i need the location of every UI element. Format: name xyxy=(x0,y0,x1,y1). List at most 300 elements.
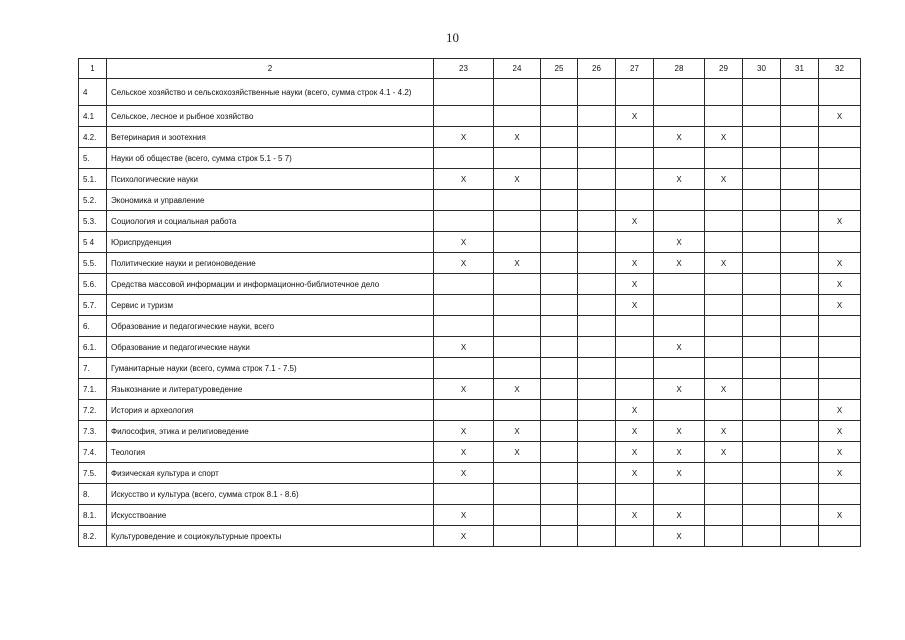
row-name: Искусство и культура (всего, сумма строк 8.1 - 8.6) xyxy=(107,484,434,505)
mark-cell-29: X xyxy=(705,127,743,148)
mark-cell-26 xyxy=(578,106,616,127)
mark-cell-23: X xyxy=(434,232,494,253)
mark-cell-31 xyxy=(781,526,819,547)
mark-cell-30 xyxy=(743,463,781,484)
mark-cell-25 xyxy=(541,79,578,106)
page-number: 10 xyxy=(446,30,459,45)
mark-cell-31 xyxy=(781,232,819,253)
mark-cell-28: X xyxy=(654,379,705,400)
mark-cell-24 xyxy=(494,484,541,505)
row-name: Сервис и туризм xyxy=(107,295,434,316)
mark-cell-26 xyxy=(578,169,616,190)
mark-cell-23: X xyxy=(434,379,494,400)
mark-cell-29 xyxy=(705,358,743,379)
table-row xyxy=(79,463,861,484)
mark-cell-25 xyxy=(541,169,578,190)
mark-cell-31 xyxy=(781,169,819,190)
mark-cell-32: X xyxy=(819,211,861,232)
mark-cell-24 xyxy=(494,400,541,421)
mark-cell-25 xyxy=(541,400,578,421)
mark-cell-24 xyxy=(494,79,541,106)
mark-cell-30 xyxy=(743,253,781,274)
mark-cell-28 xyxy=(654,316,705,337)
mark-cell-26 xyxy=(578,295,616,316)
row-code: 7.4. xyxy=(79,442,107,463)
mark-cell-29: X xyxy=(705,442,743,463)
mark-cell-29 xyxy=(705,274,743,295)
mark-cell-27: X xyxy=(616,421,654,442)
mark-cell-30 xyxy=(743,106,781,127)
mark-cell-26 xyxy=(578,379,616,400)
row-code: 5.5. xyxy=(79,253,107,274)
mark-cell-30 xyxy=(743,526,781,547)
mark-cell-28: X xyxy=(654,421,705,442)
mark-cell-28 xyxy=(654,106,705,127)
mark-cell-28 xyxy=(654,358,705,379)
mark-cell-30 xyxy=(743,127,781,148)
mark-cell-26 xyxy=(578,526,616,547)
mark-cell-24 xyxy=(494,148,541,169)
mark-cell-28 xyxy=(654,295,705,316)
mark-cell-28: X xyxy=(654,253,705,274)
row-code: 7.2. xyxy=(79,400,107,421)
mark-cell-32 xyxy=(819,379,861,400)
mark-cell-23: X xyxy=(434,442,494,463)
mark-cell-23: X xyxy=(434,253,494,274)
mark-cell-29 xyxy=(705,211,743,232)
mark-cell-30 xyxy=(743,484,781,505)
mark-cell-30 xyxy=(743,337,781,358)
mark-cell-23 xyxy=(434,106,494,127)
mark-cell-32 xyxy=(819,79,861,106)
mark-cell-27 xyxy=(616,232,654,253)
row-name: Искусствоание xyxy=(107,505,434,526)
row-name: Физическая культура и спорт xyxy=(107,463,434,484)
mark-cell-23 xyxy=(434,400,494,421)
mark-cell-23: X xyxy=(434,526,494,547)
mark-cell-25 xyxy=(541,484,578,505)
row-name: Образование и педагогические науки xyxy=(107,337,434,358)
mark-cell-27 xyxy=(616,148,654,169)
row-name: Политические науки и регионоведение xyxy=(107,253,434,274)
table-row xyxy=(79,274,861,295)
mark-cell-30 xyxy=(743,442,781,463)
row-code: 4 xyxy=(79,79,107,106)
mark-cell-30 xyxy=(743,274,781,295)
row-name: История и археология xyxy=(107,400,434,421)
mark-cell-32: X xyxy=(819,442,861,463)
row-name: Образование и педагогические науки, всего xyxy=(107,316,434,337)
mark-cell-24 xyxy=(494,358,541,379)
mark-cell-31 xyxy=(781,421,819,442)
mark-cell-24 xyxy=(494,190,541,211)
mark-cell-24: X xyxy=(494,127,541,148)
mark-cell-31 xyxy=(781,274,819,295)
mark-cell-30 xyxy=(743,295,781,316)
mark-cell-24: X xyxy=(494,253,541,274)
table-row xyxy=(79,295,861,316)
mark-cell-27 xyxy=(616,526,654,547)
table-row xyxy=(79,337,861,358)
mark-cell-30 xyxy=(743,190,781,211)
row-code: 6.1. xyxy=(79,337,107,358)
mark-cell-25 xyxy=(541,106,578,127)
table-row xyxy=(79,106,861,127)
row-name: Теология xyxy=(107,442,434,463)
mark-cell-32 xyxy=(819,484,861,505)
mark-cell-31 xyxy=(781,505,819,526)
mark-cell-25 xyxy=(541,127,578,148)
mark-cell-31 xyxy=(781,400,819,421)
mark-cell-26 xyxy=(578,79,616,106)
mark-cell-31 xyxy=(781,442,819,463)
header-code: 1 xyxy=(79,59,107,79)
mark-cell-23 xyxy=(434,358,494,379)
mark-cell-23: X xyxy=(434,505,494,526)
mark-cell-30 xyxy=(743,148,781,169)
mark-cell-23 xyxy=(434,190,494,211)
mark-cell-29: X xyxy=(705,253,743,274)
mark-cell-31 xyxy=(781,190,819,211)
row-code: 5.7. xyxy=(79,295,107,316)
mark-cell-27 xyxy=(616,190,654,211)
mark-cell-32 xyxy=(819,169,861,190)
mark-cell-29 xyxy=(705,316,743,337)
mark-cell-24: X xyxy=(494,379,541,400)
mark-cell-32: X xyxy=(819,463,861,484)
row-code: 5.1. xyxy=(79,169,107,190)
mark-cell-28: X xyxy=(654,442,705,463)
mark-cell-25 xyxy=(541,253,578,274)
row-code: 7.5. xyxy=(79,463,107,484)
row-name: Науки об обществе (всего, сумма строк 5.1 - 5 7) xyxy=(107,148,434,169)
mark-cell-27 xyxy=(616,79,654,106)
row-code: 8. xyxy=(79,484,107,505)
mark-cell-30 xyxy=(743,79,781,106)
mark-cell-28: X xyxy=(654,127,705,148)
mark-cell-28: X xyxy=(654,463,705,484)
row-name: Языкознание и литературоведение xyxy=(107,379,434,400)
mark-cell-29: X xyxy=(705,169,743,190)
header-row xyxy=(79,59,861,79)
header-col-30: 30 xyxy=(743,59,781,79)
mark-cell-26 xyxy=(578,442,616,463)
mark-cell-28: X xyxy=(654,526,705,547)
mark-cell-29 xyxy=(705,106,743,127)
mark-cell-26 xyxy=(578,484,616,505)
table-row xyxy=(79,442,861,463)
row-code: 5 4 xyxy=(79,232,107,253)
mark-cell-28 xyxy=(654,190,705,211)
mark-cell-26 xyxy=(578,211,616,232)
row-code: 5.2. xyxy=(79,190,107,211)
row-name: Гуманитарные науки (всего, сумма строк 7.1 - 7.5) xyxy=(107,358,434,379)
mark-cell-31 xyxy=(781,253,819,274)
mark-cell-25 xyxy=(541,379,578,400)
mark-cell-29: X xyxy=(705,421,743,442)
mark-cell-23 xyxy=(434,295,494,316)
table-row xyxy=(79,379,861,400)
mark-cell-24: X xyxy=(494,169,541,190)
mark-cell-32: X xyxy=(819,106,861,127)
mark-cell-25 xyxy=(541,463,578,484)
mark-cell-27 xyxy=(616,337,654,358)
mark-cell-30 xyxy=(743,211,781,232)
mark-cell-23 xyxy=(434,484,494,505)
mark-cell-32: X xyxy=(819,421,861,442)
mark-cell-24 xyxy=(494,526,541,547)
table-row xyxy=(79,253,861,274)
row-code: 4.1 xyxy=(79,106,107,127)
mark-cell-25 xyxy=(541,211,578,232)
mark-cell-32 xyxy=(819,127,861,148)
mark-cell-30 xyxy=(743,400,781,421)
mark-cell-28: X xyxy=(654,232,705,253)
mark-cell-31 xyxy=(781,484,819,505)
mark-cell-32: X xyxy=(819,295,861,316)
mark-cell-24 xyxy=(494,337,541,358)
mark-cell-24 xyxy=(494,463,541,484)
mark-cell-24 xyxy=(494,274,541,295)
mark-cell-25 xyxy=(541,295,578,316)
mark-cell-30 xyxy=(743,169,781,190)
mark-cell-29 xyxy=(705,79,743,106)
row-name: Сельское, лесное и рыбное хозяйство xyxy=(107,106,434,127)
mark-cell-23: X xyxy=(434,337,494,358)
mark-cell-29 xyxy=(705,463,743,484)
mark-cell-27 xyxy=(616,358,654,379)
table-row xyxy=(79,190,861,211)
row-code: 5.6. xyxy=(79,274,107,295)
row-code: 5. xyxy=(79,148,107,169)
mark-cell-27 xyxy=(616,127,654,148)
table-row xyxy=(79,505,861,526)
row-code: 7.3. xyxy=(79,421,107,442)
mark-cell-31 xyxy=(781,127,819,148)
mark-cell-31 xyxy=(781,211,819,232)
header-name: 2 xyxy=(107,59,434,79)
mark-cell-26 xyxy=(578,232,616,253)
mark-cell-28 xyxy=(654,484,705,505)
row-code: 4.2. xyxy=(79,127,107,148)
table-body xyxy=(79,79,861,547)
mark-cell-28: X xyxy=(654,505,705,526)
row-name: Средства массовой информации и информационно-библиотечное дело xyxy=(107,274,434,295)
mark-cell-23: X xyxy=(434,127,494,148)
mark-cell-26 xyxy=(578,190,616,211)
mark-cell-30 xyxy=(743,232,781,253)
mark-cell-25 xyxy=(541,232,578,253)
mark-cell-24: X xyxy=(494,421,541,442)
mark-cell-27: X xyxy=(616,442,654,463)
header-col-23: 23 xyxy=(434,59,494,79)
mark-cell-23: X xyxy=(434,463,494,484)
mark-cell-23 xyxy=(434,148,494,169)
mark-cell-23 xyxy=(434,211,494,232)
mark-cell-31 xyxy=(781,358,819,379)
mark-cell-26 xyxy=(578,400,616,421)
table-row xyxy=(79,169,861,190)
row-code: 7. xyxy=(79,358,107,379)
mark-cell-27: X xyxy=(616,505,654,526)
table-row xyxy=(79,316,861,337)
mark-cell-25 xyxy=(541,337,578,358)
mark-cell-23 xyxy=(434,79,494,106)
mark-cell-25 xyxy=(541,505,578,526)
table-row xyxy=(79,400,861,421)
mark-cell-25 xyxy=(541,274,578,295)
mark-cell-31 xyxy=(781,148,819,169)
mark-cell-28 xyxy=(654,148,705,169)
mark-cell-27: X xyxy=(616,463,654,484)
row-code: 6. xyxy=(79,316,107,337)
table-row xyxy=(79,232,861,253)
mark-cell-31 xyxy=(781,379,819,400)
table-row xyxy=(79,148,861,169)
mark-cell-25 xyxy=(541,190,578,211)
mark-cell-30 xyxy=(743,358,781,379)
mark-cell-25 xyxy=(541,316,578,337)
header-col-26: 26 xyxy=(578,59,616,79)
mark-cell-23: X xyxy=(434,421,494,442)
table-row xyxy=(79,484,861,505)
mark-cell-32 xyxy=(819,232,861,253)
mark-cell-26 xyxy=(578,274,616,295)
mark-cell-25 xyxy=(541,442,578,463)
mark-cell-27: X xyxy=(616,274,654,295)
mark-cell-24 xyxy=(494,232,541,253)
mark-cell-31 xyxy=(781,106,819,127)
mark-cell-32: X xyxy=(819,274,861,295)
table-row xyxy=(79,358,861,379)
mark-cell-31 xyxy=(781,337,819,358)
mark-cell-32: X xyxy=(819,253,861,274)
mark-cell-24: X xyxy=(494,442,541,463)
mark-cell-26 xyxy=(578,127,616,148)
header-col-32: 32 xyxy=(819,59,861,79)
row-code: 8.1. xyxy=(79,505,107,526)
mark-cell-24 xyxy=(494,295,541,316)
mark-cell-26 xyxy=(578,253,616,274)
classification-table xyxy=(78,58,861,547)
mark-cell-32: X xyxy=(819,505,861,526)
mark-cell-28 xyxy=(654,211,705,232)
mark-cell-28 xyxy=(654,400,705,421)
row-code: 8.2. xyxy=(79,526,107,547)
mark-cell-28: X xyxy=(654,169,705,190)
row-name: Психологические науки xyxy=(107,169,434,190)
row-name: Экономика и управление xyxy=(107,190,434,211)
mark-cell-31 xyxy=(781,79,819,106)
header-col-27: 27 xyxy=(616,59,654,79)
row-name: Философия, этика и религиоведение xyxy=(107,421,434,442)
mark-cell-27 xyxy=(616,484,654,505)
mark-cell-23 xyxy=(434,274,494,295)
mark-cell-29 xyxy=(705,484,743,505)
mark-cell-28 xyxy=(654,274,705,295)
row-name: Сельское хозяйство и сельскохозяйственные науки (всего, сумма строк 4.1 - 4.2) xyxy=(107,79,434,106)
mark-cell-30 xyxy=(743,379,781,400)
row-name: Ветеринария и зоотехния xyxy=(107,127,434,148)
mark-cell-26 xyxy=(578,337,616,358)
mark-cell-26 xyxy=(578,421,616,442)
mark-cell-31 xyxy=(781,316,819,337)
row-code: 7.1. xyxy=(79,379,107,400)
mark-cell-29 xyxy=(705,337,743,358)
table-row xyxy=(79,421,861,442)
mark-cell-30 xyxy=(743,316,781,337)
mark-cell-25 xyxy=(541,526,578,547)
mark-cell-32 xyxy=(819,337,861,358)
mark-cell-26 xyxy=(578,148,616,169)
table-row xyxy=(79,211,861,232)
mark-cell-27 xyxy=(616,316,654,337)
mark-cell-24 xyxy=(494,211,541,232)
header-col-25: 25 xyxy=(541,59,578,79)
header-col-24: 24 xyxy=(494,59,541,79)
row-name: Культуроведение и социокультурные проекты xyxy=(107,526,434,547)
mark-cell-24 xyxy=(494,505,541,526)
mark-cell-31 xyxy=(781,463,819,484)
header-col-29: 29 xyxy=(705,59,743,79)
mark-cell-29 xyxy=(705,295,743,316)
mark-cell-26 xyxy=(578,358,616,379)
mark-cell-31 xyxy=(781,295,819,316)
row-code: 5.3. xyxy=(79,211,107,232)
mark-cell-24 xyxy=(494,316,541,337)
mark-cell-29 xyxy=(705,148,743,169)
table-row xyxy=(79,127,861,148)
mark-cell-29 xyxy=(705,232,743,253)
mark-cell-26 xyxy=(578,505,616,526)
mark-cell-29 xyxy=(705,505,743,526)
mark-cell-29 xyxy=(705,190,743,211)
mark-cell-23: X xyxy=(434,169,494,190)
mark-cell-32 xyxy=(819,316,861,337)
mark-cell-29: X xyxy=(705,379,743,400)
mark-cell-32 xyxy=(819,190,861,211)
table-row xyxy=(79,79,861,106)
header-col-31: 31 xyxy=(781,59,819,79)
mark-cell-23 xyxy=(434,316,494,337)
mark-cell-32 xyxy=(819,526,861,547)
mark-cell-25 xyxy=(541,421,578,442)
mark-cell-27: X xyxy=(616,400,654,421)
mark-cell-28: X xyxy=(654,337,705,358)
mark-cell-27: X xyxy=(616,253,654,274)
mark-cell-27: X xyxy=(616,106,654,127)
table-row xyxy=(79,526,861,547)
mark-cell-27: X xyxy=(616,295,654,316)
mark-cell-32: X xyxy=(819,400,861,421)
row-name: Юриспруденция xyxy=(107,232,434,253)
mark-cell-24 xyxy=(494,106,541,127)
header-col-28: 28 xyxy=(654,59,705,79)
mark-cell-25 xyxy=(541,358,578,379)
mark-cell-29 xyxy=(705,400,743,421)
mark-cell-32 xyxy=(819,148,861,169)
mark-cell-32 xyxy=(819,358,861,379)
mark-cell-25 xyxy=(541,148,578,169)
mark-cell-27 xyxy=(616,379,654,400)
mark-cell-27: X xyxy=(616,211,654,232)
mark-cell-26 xyxy=(578,463,616,484)
mark-cell-26 xyxy=(578,316,616,337)
mark-cell-30 xyxy=(743,505,781,526)
mark-cell-27 xyxy=(616,169,654,190)
mark-cell-30 xyxy=(743,421,781,442)
row-name: Социология и социальная работа xyxy=(107,211,434,232)
